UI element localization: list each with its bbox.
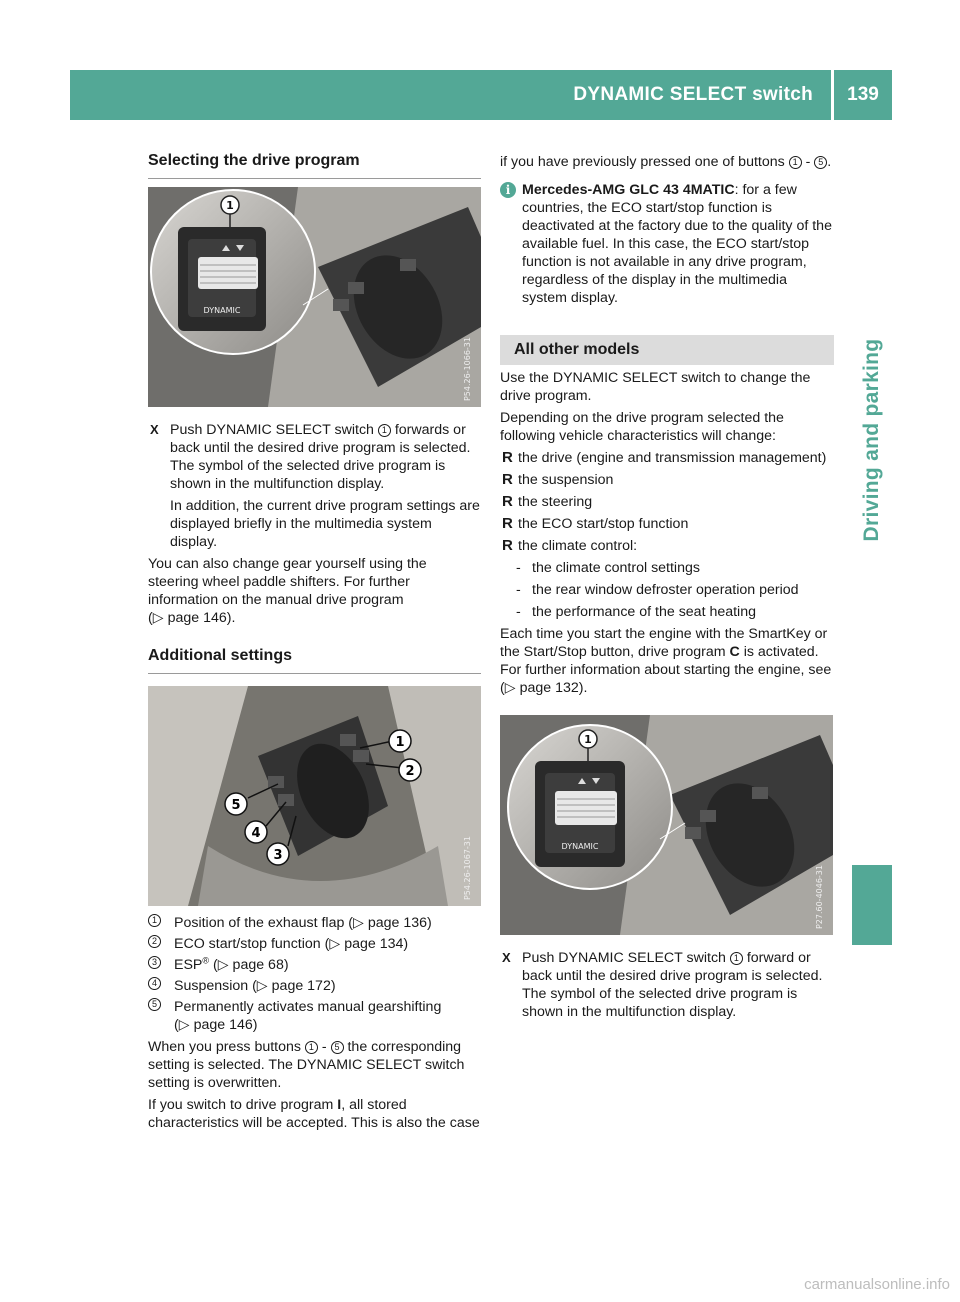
text: When you press buttons [148,1039,305,1055]
legend-list [148,914,481,1034]
right-column [500,153,834,1021]
list-item [500,493,834,511]
callout-1: 1 [226,199,234,212]
callout-2: 2 [405,764,415,779]
paragraph-depending: Depending on the drive program selected the following vehicle characteristics will change: [500,410,784,444]
callout-1: 1 [584,733,592,746]
photo-dynamic-switch-closeup [148,187,481,407]
sub-list-text: the climate control settings [532,560,700,576]
text: - [801,154,815,170]
legend-number: 1 [148,914,161,927]
characteristics-list [500,449,834,621]
info-note [500,181,834,307]
left-column [148,150,481,1132]
sub-list-item [500,581,834,599]
paragraph-text: You can also change gear yourself using the steering wheel paddle shifters. For further information on the manual drive program [148,556,427,608]
instruction-step [148,421,481,551]
step-marker: X [502,950,511,965]
step-note: The symbol of the selected drive program is shown in the multifunction display. [522,986,798,1020]
legend-text-ref: (▷ page 68) [209,957,289,973]
photo-dynamic-switch-other-models [500,715,833,935]
sub-list-item [500,603,834,621]
legend-text: Position of the exhaust flap (▷ page 136) [174,915,432,931]
sub-list-item [500,559,834,577]
text: . [827,154,832,170]
program-c: C [729,644,740,660]
photo-additional-buttons [148,686,481,906]
heading-selecting-drive-program: Selecting the drive program [148,150,481,179]
list-item-text: the steering [518,494,593,510]
step-note: The symbol of the selected drive program is shown in the multifunction display. [170,458,446,492]
text: the corresponding setting is selected. The DYNAMIC SELECT switch setting is overwritten. [148,1039,465,1091]
text: , all stored characteristics will be accepted. This is also the case [148,1097,480,1131]
step-text: Push DYNAMIC SELECT switch [522,950,730,966]
paragraph-paddle-shifters [148,555,481,627]
callout-4: 4 [251,826,261,841]
legend-text: Suspension (▷ page 172) [174,978,336,994]
image-ref-1: P54.26-1066-31 [463,336,472,401]
text: - [317,1039,331,1055]
paragraph-buttons [148,1038,481,1092]
text: if you have previously pressed one of buttons [500,154,789,170]
image-ref-3: P27.60-4046-31 [815,864,824,929]
list-item-text: the suspension [518,472,614,488]
step-text: Push DYNAMIC SELECT switch [170,422,378,438]
bullet-marker: R [502,449,513,466]
legend-item [148,956,481,974]
dynamic-label: DYNAMIC [203,306,241,315]
callout-ref: 1 [730,952,743,965]
legend-number: 4 [148,977,161,990]
photo-additional-buttons-drawing [148,686,481,906]
registered-mark: ® [202,955,210,966]
paragraph-start-engine [500,625,834,697]
step-text-2: forwards or back until the desired drive program is selected. [170,422,471,456]
header-title: DYNAMIC SELECT switch [573,84,813,105]
sub-list-text: the performance of the seat heating [532,604,756,620]
legend-text: Permanently activates manual gearshifting [174,999,442,1015]
legend-text: ECO start/stop function (▷ page 134) [174,936,409,952]
callout-ref: 5 [814,156,827,169]
paragraph-drive-program-i [148,1096,481,1132]
legend-number: 2 [148,935,161,948]
info-text: : for a few countries, the ECO start/stop function is deactivated at the factory due to the quality of the available fuel. In this case, the ECO start/stop function is not available in any drive program, regardless of the display in the multimedia system display. [522,182,832,306]
callout-3: 3 [273,848,283,863]
callout-ref: 1 [378,424,391,437]
side-tab-marker [852,865,892,945]
model-name: Mercedes-AMG GLC 43 4MATIC [522,182,735,198]
list-item-text: the ECO start/stop function [518,516,689,532]
step-note-2: In addition, the current drive program settings are displayed briefly in the multimedia system display. [170,498,480,550]
legend-item [148,914,481,932]
list-item [500,537,834,555]
list-item [500,471,834,489]
bullet-marker: R [502,471,513,488]
legend-number: 3 [148,956,161,969]
step-text-2: forward or back until the desired drive program is selected. [522,950,823,984]
bullet-marker: R [502,493,513,510]
heading-additional-settings: Additional settings [148,645,481,674]
paragraph-continued [500,153,834,171]
list-item [500,449,834,467]
text: If you switch to drive program [148,1097,338,1113]
list-item-text: the climate control: [518,538,638,554]
callout-ref: 1 [789,156,802,169]
legend-text-ref: (▷ page 146) [174,1017,258,1033]
text: Each time you start the engine with the SmartKey or the Start/Stop button, drive program [500,626,828,660]
legend-text: ESP [174,957,203,973]
page-number: 139 [847,84,879,105]
list-item-text: the drive (engine and transmission management) [518,450,827,466]
legend-item [148,977,481,995]
sub-list-text: the rear window defroster operation period [532,582,799,598]
legend-number: 5 [148,998,161,1011]
photo-dynamic-switch-other-drawing [500,715,833,935]
callout-5: 5 [231,798,241,813]
paragraph-use-switch: Use the DYNAMIC SELECT switch to change the drive program. [500,370,811,404]
photo-dynamic-switch-drawing [148,187,481,407]
callout-ref: 5 [331,1041,344,1054]
callout-ref: 1 [305,1041,318,1054]
bullet-marker: R [502,515,513,532]
step-marker: X [150,422,159,437]
watermark: carmanualsonline.info [804,1276,950,1293]
dynamic-label: DYNAMIC [561,842,599,851]
callout-1: 1 [395,735,405,750]
legend-item [148,998,481,1034]
legend-item [148,935,481,953]
dash-marker: - [516,560,521,576]
dash-marker: - [516,604,521,620]
section-heading-all-other-models: All other models [500,335,834,365]
list-item [500,515,834,533]
side-tab-label: Driving and parking [860,338,883,542]
text: is activated. For further information about starting the engine, see (▷ page 132). [500,644,832,696]
page-ref-146[interactable]: (▷ page 146). [148,610,236,626]
info-icon: i [500,182,516,198]
program-i: I [337,1097,342,1113]
instruction-step [500,949,834,1021]
image-ref-2: P54.26-1067-31 [463,835,472,900]
dash-marker: - [516,582,521,598]
bullet-marker: R [502,537,513,554]
